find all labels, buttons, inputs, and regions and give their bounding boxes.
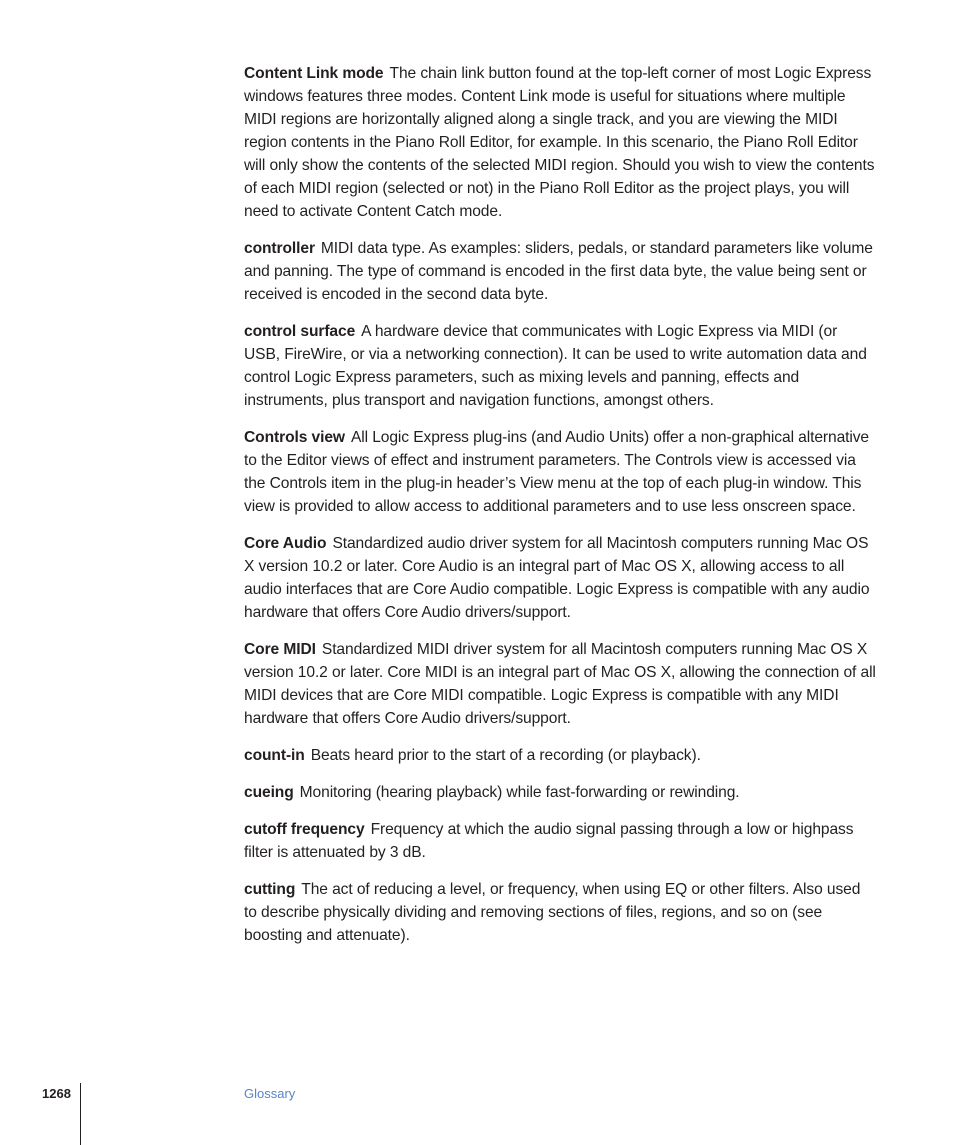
glossary-definition: The chain link button found at the top-left corner of most Logic Express windows features three modes. Content Link mode is useful for situations where multiple MIDI regions are horizontally aligned along a single track, and you are viewing the MIDI region contents in the Piano Roll Editor, for example. In this scenario, the Piano Roll Editor will only show the contents of the selected MIDI region. Should you wish to view the contents of each MIDI region (selected or not) in the Piano Roll Editor as the project plays, you will need to activate Content Catch mode. <box>244 65 875 220</box>
glossary-term: cueing <box>244 784 294 801</box>
glossary-entry <box>244 320 876 412</box>
glossary-entry <box>244 818 876 864</box>
glossary-definition: Standardized audio driver system for all Macintosh computers running Mac OS X version 10.2 or later. Core Audio is an integral part of Mac OS X, allowing access to all audio interfaces that are Core Audio compatible. Logic Express is compatible with any audio hardware that offers Core Audio drivers/support. <box>244 535 870 621</box>
glossary-term: controller <box>244 240 315 257</box>
glossary-entry <box>244 878 876 947</box>
glossary-definition: A hardware device that communicates with Logic Express via MIDI (or USB, FireWire, or via a networking connection). It can be used to write automation data and control Logic Express parameters, such as mixing levels and panning, effects and instruments, plus transport and navigation functions, amongst others. <box>244 323 867 409</box>
page-number: 1268 <box>42 1086 71 1101</box>
glossary-definition: All Logic Express plug-ins (and Audio Units) offer a non-graphical alternative to the Editor views of effect and instrument parameters. The Controls view is accessed via the Controls item in the plug-in header’s View menu at the top of each plug-in window. This view is provided to allow access to additional parameters and to use less onscreen space. <box>244 429 870 515</box>
glossary-entry <box>244 781 876 804</box>
glossary-term: Core Audio <box>244 535 327 552</box>
footer-divider <box>80 1083 81 1145</box>
glossary-definition: Monitoring (hearing playback) while fast-forwarding or rewinding. <box>299 784 740 801</box>
glossary-term: Core MIDI <box>244 641 316 658</box>
glossary-term: control surface <box>244 323 356 340</box>
glossary-entry <box>244 532 876 624</box>
glossary-entry <box>244 426 876 518</box>
glossary-definition: Beats heard prior to the start of a recording (or playback). <box>310 747 701 764</box>
glossary-term: Content Link mode <box>244 65 384 82</box>
glossary-definition: Standardized MIDI driver system for all Macintosh computers running Mac OS X version 10.2 or later. Core MIDI is an integral part of Mac OS X, allowing the connection of all MIDI devices that are Core MIDI compatible. Logic Express is compatible with any MIDI hardware that offers Core Audio drivers/support. <box>244 641 876 727</box>
glossary-definition: Frequency at which the audio signal passing through a low or highpass filter is attenuated by 3 dB. <box>244 821 854 861</box>
glossary-term: cutoff frequency <box>244 821 365 838</box>
glossary-entry <box>244 638 876 730</box>
glossary-entry <box>244 237 876 306</box>
glossary-term: cutting <box>244 881 296 898</box>
glossary-definition: The act of reducing a level, or frequency, when using EQ or other filters. Also used to describe physically dividing and removing sections of files, regions, and so on (see boosting and attenuate). <box>244 881 861 944</box>
section-title: Glossary <box>244 1086 296 1101</box>
glossary-entry <box>244 744 876 767</box>
glossary-term: Controls view <box>244 429 345 446</box>
glossary-term: count-in <box>244 747 305 764</box>
glossary-entry <box>244 62 876 223</box>
glossary-definition: MIDI data type. As examples: sliders, pedals, or standard parameters like volume and panning. The type of command is encoded in the first data byte, the value being sent or received is encoded in the second data byte. <box>244 240 873 303</box>
glossary-content <box>244 62 876 961</box>
